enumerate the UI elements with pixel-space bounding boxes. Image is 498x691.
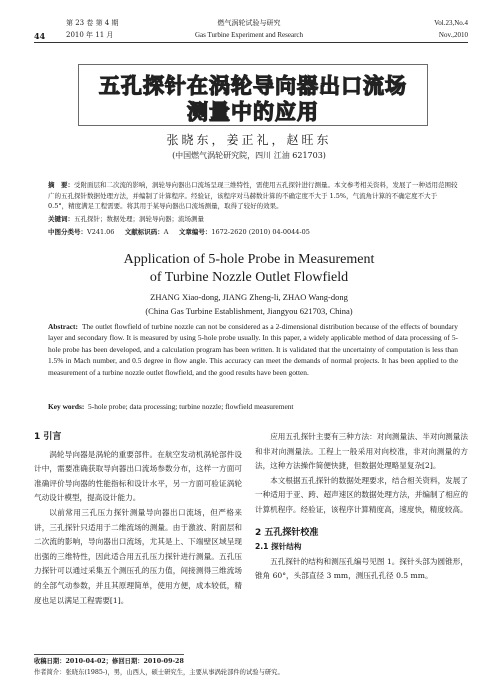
keywords-en-text: 5-hole probe; data processing; turbine nozzle; flowfield measurement xyxy=(88,402,294,411)
article-no-label: 文章编号： xyxy=(178,228,212,236)
affiliation-en: (China Gas Turbine Establishment, Jiangyou 621703, China) xyxy=(145,306,353,316)
title-line-2: 测量中的应用 xyxy=(187,100,319,124)
title-en-line-1: Application of 5-hole Probe in Measurement xyxy=(123,252,375,267)
journal-title-cn: 燃气涡轮试验与研究 xyxy=(217,19,281,27)
doc-code-label: 文献标识码： xyxy=(124,228,164,236)
section-1-heading: 1 引言 xyxy=(34,432,62,442)
keywords-cn xyxy=(48,214,458,225)
section-2-heading: 2 五孔探针校准 xyxy=(255,527,319,538)
abstract-cn-text: 受附面层和二次流的影响，涡轮导向器出口流场呈现三维特性，需使用五孔探针进行测量。本文参考相关资料，发展了一种适用范围较广的五孔探针数据处理方法，并编制了计算程序。经验证，该程序对马赫数计算的不确定度不大于 1.5%，气流角计算的不确定度不大于 0.5°，精度满足工程需要。将其用于某导向器出口流场测量，取得了较好的效果。 xyxy=(48,181,458,210)
keywords-en xyxy=(48,401,458,412)
authors-cn: 张晓东，姜正礼，赵旺东 xyxy=(166,133,332,147)
footnote-received: 收稿日期：2010-04-02；修回日期：2010-09-28 xyxy=(34,658,184,665)
doc-code-value: A xyxy=(163,228,169,236)
abstract-en-text: The outlet flowfield of turbine nozzle can not be considered as a 2-dimensional distribution because of the effects of boundary layer and secondary flow. It is measured by using 5-hole probe usually. In this paper, a widely applicable method of data processing of 5-hole probe has been developed, and a calculation program has been written. It is validated that the uncertainty of computation is less than 1.5% in Mach number, and 0.5 degree in flow angle. This accuracy can meet the demands of normal projects. It has been applied to the measurement of a turbine nozzle outlet flowfield, and the good results have been gotten. xyxy=(48,322,458,377)
title-box xyxy=(78,64,428,126)
header-rule xyxy=(34,42,468,43)
keywords-cn-text: 五孔探针；数据处理；涡轮导向器；流场测量 xyxy=(74,215,204,223)
abstract-cn-label: 摘 要： xyxy=(48,181,74,189)
footnote-bio: 作者简介：张晓东(1985-)，男，山西人，硕士研究生，主要从事涡轮部件的试验与研究。 xyxy=(34,669,284,676)
abstract-cn xyxy=(48,180,458,212)
page-number: 44 xyxy=(34,31,46,41)
right-paragraph-3: 五孔探针的结构和测压孔编号见图 1。探针头部为圆锥形，锥角 60°，头部直径 3 mm，测压孔孔径 0.5 mm。 xyxy=(255,556,468,581)
clc-value: V241.06 xyxy=(87,228,115,236)
header-volume: Vol.23,No.4 xyxy=(434,19,468,27)
title-line-1: 五孔探针在涡轮导向器出口流场 xyxy=(99,74,407,98)
right-paragraph-2: 本文根据五孔探针的数据处理要求，结合相关资料，发展了一种适用于亚、跨、超声速区的数据处理方法，并编制了相应的计算机程序。经验证，该程序计算精度高，速度快，精度较高。 xyxy=(255,475,468,514)
clc-label: 中图分类号： xyxy=(48,228,87,236)
header-date-en: Nov.,2010 xyxy=(438,31,468,39)
keywords-cn-label: 关键词： xyxy=(48,215,74,223)
intro-paragraph-1: 涡轮导向器是涡轮的重要部件。在航空发动机涡轮部件设计中，需要准确获取导向器出口流场参数分布，这样一方面可准确评价导向器的性能指标和设计水平，另一方面可验证涡轮气动设计模型，提高设计能力。 xyxy=(34,449,242,503)
intro-paragraph-2: 以前常用三孔压力探针测量导向器出口流场，但严格来讲，三孔探针只适用于二维流场的测量。由于激波、附面层和二次流的影响，导向器出口流场，尤其是上、下端壁区域呈现出强的三维特性，因此适合用五孔压力探针进行测量。五孔压力探针可以通过采集五个测压孔的压力值，间接测得三维流场的全部气动参数，并且其原理简单，使用方便，成本较低，精度也足以满足工程需要[1]。 xyxy=(34,507,242,605)
affiliation-cn: (中国燃气涡轮研究院，四川 江油 621703) xyxy=(172,151,326,160)
classification-line xyxy=(48,227,458,238)
abstract-en xyxy=(48,321,458,378)
authors-en: ZHANG Xiao-dong, JIANG Zheng-li, ZHAO Wang-dong xyxy=(150,292,348,302)
keywords-en-label: Key words: xyxy=(48,402,85,411)
header-issue: 第 23 卷 第 4 期 xyxy=(66,19,119,27)
section-2-1-heading: 2.1 探针结构 xyxy=(255,542,302,552)
journal-title-en: Gas Turbine Experiment and Research xyxy=(194,31,304,39)
title-en-line-2: of Turbine Nozzle Outlet Flowfield xyxy=(149,270,349,285)
footnote-rule xyxy=(34,654,184,655)
header-date: 2010 年 11 月 xyxy=(66,31,114,39)
right-paragraph-1: 应用五孔探针主要有三种方法：对向测量法、半对向测量法和非对向测量法。工程上一般采用对向校准，非对向测量的方法，这种方法操作简便快捷，但数据处理略显复杂[2]。 xyxy=(255,432,468,471)
left-column xyxy=(34,430,242,608)
article-no-value: 1672-2620 (2010) 04-0044-05 xyxy=(211,228,310,236)
abstract-en-label: Abstract: xyxy=(48,322,78,331)
right-column xyxy=(255,430,468,584)
